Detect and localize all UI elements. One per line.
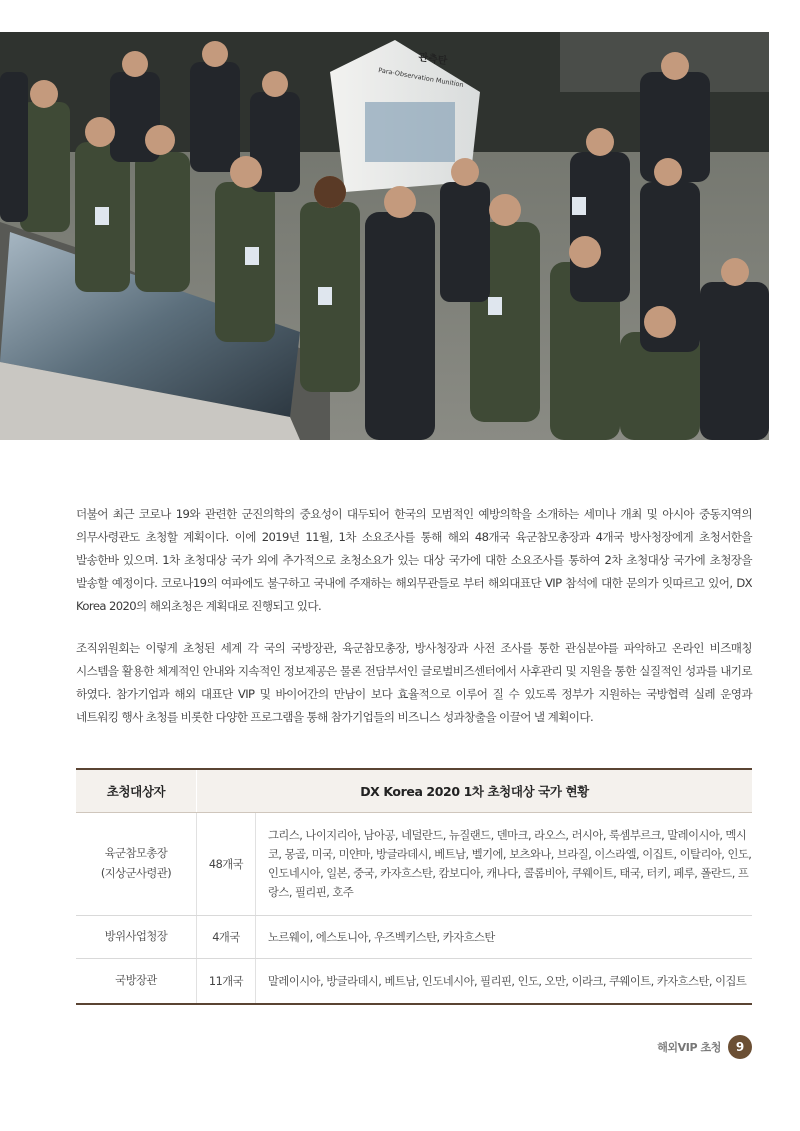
section-label: 해외VIP 초청: [657, 1041, 721, 1054]
country-list: 말레이시아, 방글라데시, 베트남, 인도네시아, 필리핀, 인도, 오만, 이라크, 쿠웨이트, 카자흐스탄, 이집트: [256, 959, 753, 1005]
country-list: 노르웨이, 에스토니아, 우즈벡키스탄, 카자흐스탄: [256, 916, 753, 959]
body-paragraph-2: 조직위원회는 이렇게 초청된 세계 각 국의 국방장관, 육군참모총장, 방사청장과 사전 조사를 통한 관심분야를 파악하고 온라인 비즈매칭 시스템을 활용한 체계적인 안내와 지속적인 정보제공은 물론 전담부서인 글로벌비즈센터에서 사후관리 및 지원을 통한 실질적인 성과를 내기로 하였다. 참가기업과 해외 대표단 VIP 및 바이어간의 만남이 보다 효율적으로 이루어 질 수 있도록 정부가 지원하는 국방협력 실레 운영과 네트워킹 행사 초청를 비롯한 다양한 프로그램을 통해 참가기업들의 비즈니스 성과창출을 이끌어 낼 계획이다.: [76, 641, 752, 724]
sign-title: 관측탄: [417, 52, 448, 68]
country-count: 4개국: [197, 916, 256, 959]
target-cell: 국방장관: [76, 959, 197, 1005]
target-cell: [76, 813, 197, 916]
target-sublabel: (지상군사령관): [100, 867, 172, 880]
country-count: 11개국: [197, 959, 256, 1005]
page-footer: [657, 1035, 752, 1059]
target-label: 육군참모총장: [104, 847, 168, 860]
table-header-row: [76, 769, 752, 813]
header-status: DX Korea 2020 1차 초청대상 국가 현황: [197, 769, 753, 813]
country-list: 그리스, 나이지리아, 남아공, 네덜란드, 뉴질랜드, 덴마크, 라오스, 러시아, 룩셈부르크, 말레이시아, 멕시코, 몽골, 미국, 미얀마, 방글라데시, 베트남, 벨기에, 보츠와나, 브라질, 이스라엘, 이집트, 이탈리아, 인도, 인도네시아, 일본, 중국, 카자흐스탄, 캄보디아, 캐나다, 콜롬비아, 쿠웨이트, 태국, 터키, 페루, 폴란드, 프랑스, 필리핀, 호주: [256, 813, 753, 916]
event-photo: [0, 32, 769, 440]
table-row: [76, 916, 752, 959]
target-cell: 방위사업청장: [76, 916, 197, 959]
vip-invitation-table: [76, 768, 752, 1005]
body-paragraph-1: 더불어 최근 코로나 19와 관련한 군진의학의 중요성이 대두되어 한국의 모범적인 예방의학을 소개하는 세미나 개최 및 아시아 중동지역의 의무사령관도 초청할 계획이다. 이에 2019년 11월, 1차 소요조사를 통해 해외 48개국 육군참모총장과 4개국 방사청장에게 초청서한을 발송한바 있으며. 1차 초청대상 국가 외에 추가적으로 초청소요가 있는 대상 국가에 대한 소요조사를 통하여 2차 초청대상 국가에 초청장을 발송할 예정이다. 코로나19의 여파에도 불구하고 국내에 주재하는 해외무관들로 부터 해외대표단 VIP 참석에 대한 문의가 잇따르고 있어, DX Korea 2020의 해외초청은 계획대로 진행되고 있다.: [76, 507, 752, 613]
header-target: 초청대상자: [76, 769, 197, 813]
page-number-badge: 9: [728, 1035, 752, 1059]
country-count: 48개국: [197, 813, 256, 916]
table-row: [76, 813, 752, 916]
table-row: [76, 959, 752, 1005]
sign-subtitle: Para-Observation Munition: [377, 66, 465, 89]
